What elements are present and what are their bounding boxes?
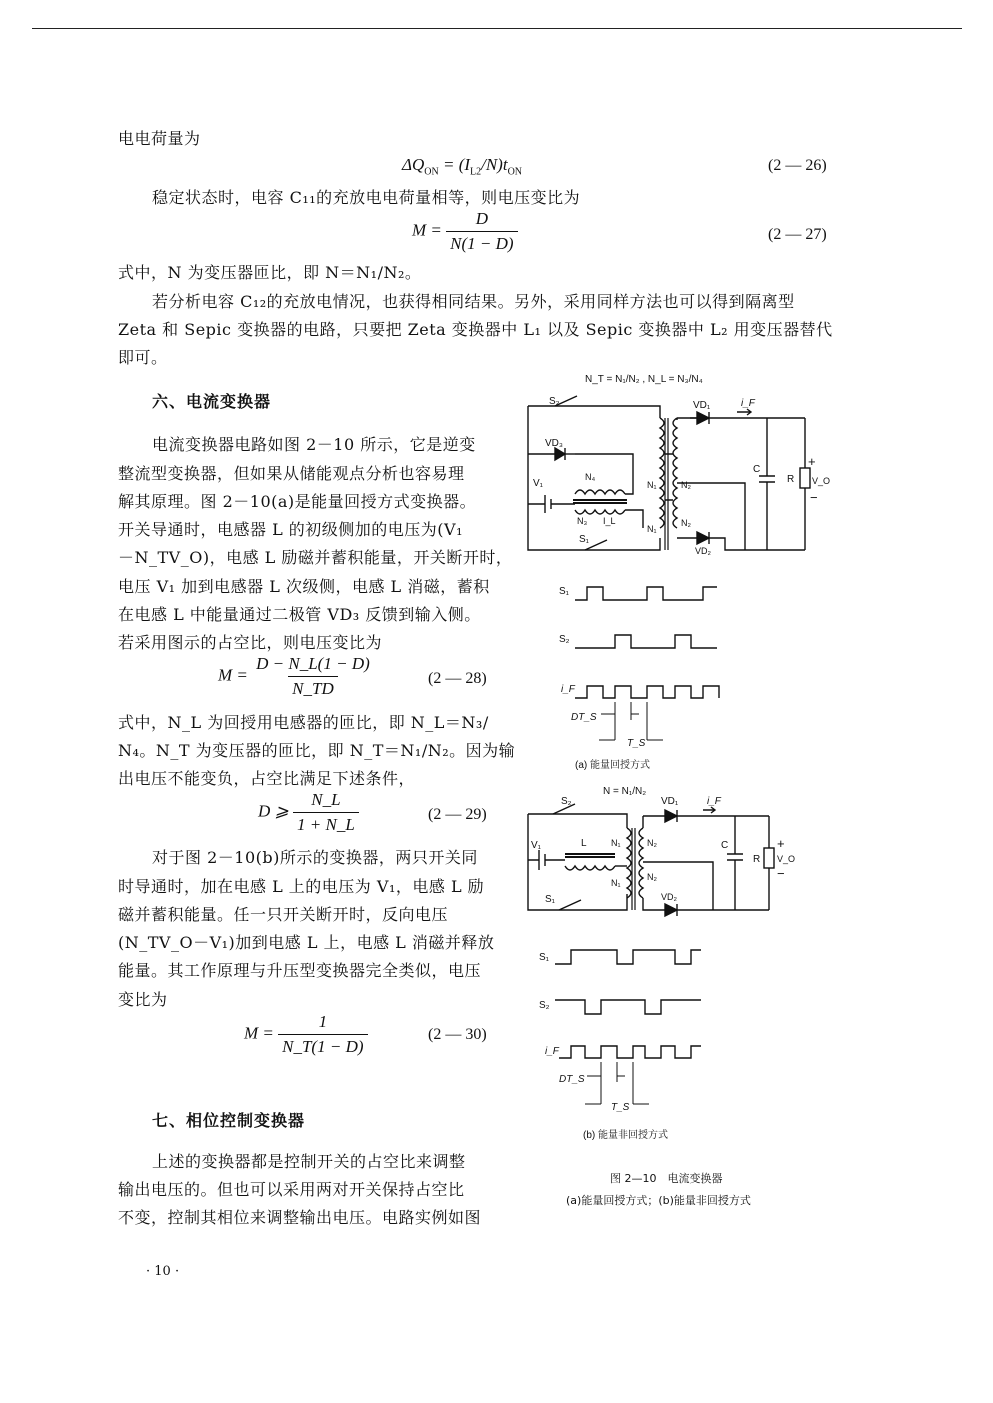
svg-text:N₂: N₂ [681, 518, 691, 528]
equation-number: (2 — 30) [428, 1026, 487, 1043]
coil-n3 [575, 510, 625, 514]
text-line: 能量。其工作原理与升压型变换器完全类似，电压 [118, 961, 482, 980]
coil-n4 [575, 490, 625, 494]
svg-text:N₂: N₂ [681, 480, 691, 490]
text-line: 不变，控制其相位来调整输出电压。电路实例如图 [118, 1208, 482, 1227]
equation-2-26: $\Delta Q_{ON} = (I_{L2}/N)t_{ON}$ [402, 155, 523, 178]
svg-text:S₂: S₂ [559, 634, 570, 645]
svg-text:S₂: S₂ [539, 1000, 550, 1011]
svg-text:+: + [808, 454, 816, 469]
svg-text:N₁: N₁ [611, 878, 621, 888]
inductor-l [565, 866, 615, 870]
svg-text:V₁: V₁ [531, 840, 542, 851]
section-heading: 六、电流变换器 [152, 392, 272, 411]
svg-text:−: − [777, 866, 785, 881]
diode-vd3-icon [555, 448, 565, 460]
figure-a-circuit [515, 368, 830, 773]
battery-icon [528, 850, 565, 870]
transformer-secondary [673, 418, 677, 528]
text-line: 磁并蓄积能量。任一只开关断开时，反向电压 [118, 905, 449, 924]
text-line: 对于图 2－10(b)所示的变换器，两只开关同 [152, 848, 478, 867]
svg-text:S₁: S₁ [559, 586, 570, 597]
text-line: 电流变换器电路如图 2－10 所示，它是逆变 [152, 435, 476, 454]
svg-text:N₁: N₁ [611, 838, 621, 848]
svg-text:I_L: I_L [603, 516, 616, 526]
arrow-icon [703, 807, 715, 813]
svg-text:C: C [721, 840, 729, 851]
svg-text:i_F: i_F [561, 684, 575, 695]
svg-text:S₂: S₂ [549, 396, 560, 407]
diode-vd1-icon [697, 412, 709, 424]
text-line: －N_TV_O)，电感 L 励磁并蓄积能量，开关断开时， [118, 548, 513, 567]
text-line: 稳定状态时，电容 C₁₁的充放电电荷量相等，则电压变比为 [152, 188, 581, 207]
text-line: 若分析电容 C₁₂的充放电情况，也获得相同结果。另外，采用同样方法也可以得到隔离型 [152, 292, 795, 311]
text-line: 变比为 [118, 990, 168, 1009]
figure-a-caption: (a) 能量回授方式 [575, 760, 650, 771]
text-line: 时导通时，加在电感 L 上的电压为 V₁，电感 L 励 [118, 877, 485, 896]
svg-text:VD₁: VD₁ [661, 796, 679, 807]
transformer-secondary [639, 828, 643, 898]
svg-text:DT_S: DT_S [559, 1074, 585, 1085]
equation-2-30: M = $\frac{1}{N\_T(1 - D)}$ [244, 1012, 368, 1057]
text-line: 电电荷量为 [118, 129, 201, 148]
text-line: 整流型变换器，但如果从储能观点分析也容易理 [118, 464, 465, 483]
text-line: 即可。 [118, 348, 168, 367]
equation-number: (2 — 29) [428, 806, 487, 823]
svg-text:S₁: S₁ [579, 534, 590, 545]
ratio-label: N = N₁/N₂ [603, 786, 647, 797]
text-line: 式中，N 为变压器匝比，即 N＝N₁/N₂。 [118, 263, 422, 282]
switch-s1-icon [559, 900, 581, 910]
text-line: 电压 V₁ 加到电感器 L 次级侧，电感 L 消磁，蓄积 [118, 577, 490, 596]
svg-text:VD₁: VD₁ [693, 400, 711, 411]
text-line: 若采用图示的占空比，则电压变比为 [118, 633, 383, 652]
figure-b-circuit [515, 782, 830, 1142]
diode-vd2-icon [665, 904, 677, 916]
waveform-s2 [575, 635, 717, 648]
svg-text:VD₂: VD₂ [695, 546, 711, 556]
text-line: 输出电压的。但也可以采用两对开关保持占空比 [118, 1180, 465, 1199]
text-line: Zeta 和 Sepic 变换器的电路，只要把 Zeta 变换器中 L₁ 以及 Sepic 变换器中 L₂ 用变压器替代 [118, 320, 833, 339]
transformer-primary [627, 828, 631, 898]
svg-text:VD₂: VD₂ [661, 892, 677, 902]
capacitor-c-icon [727, 816, 743, 910]
transformer-primary [660, 418, 664, 528]
equation-number: (2 — 28) [428, 670, 487, 687]
resistor-r-icon [764, 848, 774, 868]
waveform-s2 [555, 1000, 701, 1014]
equation-2-27: M = $\frac{D}{N(1 - D)}$ [412, 209, 518, 254]
diode-vd1-icon [665, 810, 677, 822]
svg-text:DT_S: DT_S [571, 712, 597, 723]
svg-text:T_S: T_S [611, 1102, 630, 1113]
text-line: 开关导通时，电感器 L 的初级侧加的电压为(V₁ [118, 520, 464, 539]
svg-text:i_F: i_F [707, 796, 721, 807]
svg-text:i_F: i_F [741, 398, 755, 409]
figure-caption-title: 图 2—10 电流变换器 [610, 1172, 723, 1185]
section-heading: 七、相位控制变换器 [152, 1111, 306, 1130]
equation-2-29: D ⩾ $\frac{N\_L}{1 + N\_L}$ [258, 790, 359, 835]
svg-text:T_S: T_S [627, 738, 646, 749]
svg-text:N₂: N₂ [647, 838, 657, 848]
svg-text:N₂: N₂ [647, 872, 657, 882]
waveform-s1 [555, 950, 701, 964]
svg-text:V_O: V_O [812, 476, 830, 486]
page-number: · 10 · [146, 1264, 180, 1279]
text-line: 在电感 L 中能量通过二极管 VD₃ 反馈到输入侧。 [118, 605, 481, 624]
capacitor-c-icon [759, 418, 775, 550]
battery-icon [545, 495, 551, 513]
diode-vd2-icon [697, 532, 709, 544]
waveform-s1 [575, 587, 717, 600]
ratio-label: N_T = N₁/N₂ , N_L = N₃/N₄ [585, 374, 703, 385]
equation-number: (2 — 26) [768, 157, 827, 174]
figure-caption-sub: (a)能量回授方式；(b)能量非回授方式 [566, 1194, 751, 1207]
figure-b-caption: (b) 能量非回授方式 [583, 1130, 668, 1141]
svg-text:V_O: V_O [777, 854, 796, 864]
text-line: (N_TV_O－V₁)加到电感 L 上，电感 L 消磁并释放 [118, 933, 495, 952]
svg-text:−: − [810, 490, 818, 505]
resistor-r-icon [800, 468, 810, 488]
equation-number: (2 — 27) [768, 226, 827, 243]
top-rule [32, 28, 962, 29]
svg-text:R: R [753, 854, 761, 865]
text-line: 式中，N_L 为回授用电感器的匝比，即 N_L＝N₃/ [118, 713, 489, 732]
svg-text:C: C [753, 464, 761, 475]
text-line: 出电压不能变负，占空比满足下述条件， [118, 769, 416, 788]
text-line: N₄。N_T 为变压器的匝比，即 N_T＝N₁/N₂。因为输 [118, 741, 516, 760]
svg-text:N₁: N₁ [647, 524, 657, 534]
arrow-icon [737, 409, 751, 415]
text-line: 上述的变换器都是控制开关的占空比来调整 [152, 1152, 466, 1171]
waveform-if [575, 686, 719, 698]
svg-text:VD₃: VD₃ [545, 438, 563, 449]
svg-text:N₃: N₃ [577, 516, 588, 526]
svg-text:R: R [787, 474, 795, 485]
svg-text:S₂: S₂ [561, 796, 572, 807]
text-line: 解其原理。图 2－10(a)是能量回授方式变换器。 [118, 492, 477, 511]
svg-text:S₁: S₁ [539, 952, 550, 963]
svg-text:+: + [777, 836, 785, 851]
equation-2-28: M = $\frac{D - N\_L(1 - D)}{N\_TD}$ [218, 654, 370, 698]
svg-text:N₄: N₄ [585, 472, 596, 482]
waveform-if [559, 1046, 701, 1058]
svg-text:i_F: i_F [545, 1046, 559, 1057]
svg-text:V₁: V₁ [533, 478, 544, 489]
svg-text:S₁: S₁ [545, 894, 556, 905]
svg-text:N₁: N₁ [647, 480, 657, 490]
svg-text:L: L [581, 838, 587, 849]
